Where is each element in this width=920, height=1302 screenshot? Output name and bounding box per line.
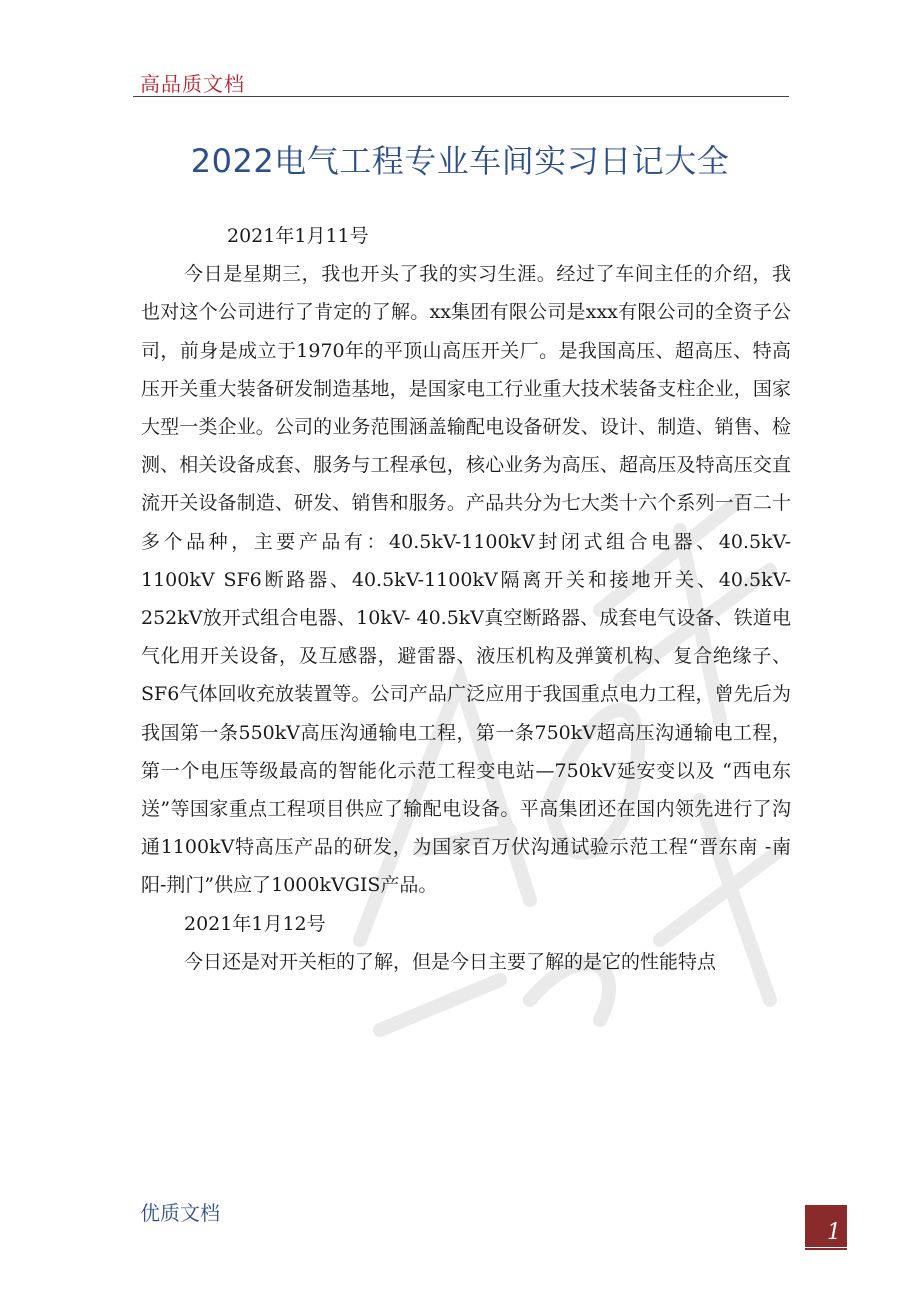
page-number: 1: [827, 1220, 841, 1245]
header-label: 高品质文档: [140, 72, 245, 96]
page-badge-underline: [805, 1248, 847, 1250]
entry-date: 2021年1月11号: [227, 225, 369, 247]
header-divider: [133, 96, 789, 97]
document-body: [141, 217, 791, 981]
entry-paragraph: 今日是星期三，我也开头了我的实习生涯。经过了车间主任的介绍，我也对这个公司进行了肯定的了解。xx集团有限公司是xxx有限公司的全资子公司，前身是成立于1970年的平顶山高压开关厂。是我国高压、超高压、特高压开关重大装备研发制造基地，是国家电工行业重大技术装备支柱企业，国家大型一类企业。公司的业务范围涵盖输配电设备研发、设计、制造、销售、检测、相关设备成套、服务与工程承包，核心业务为高压、超高压及特高压交直流开关设备制造、研发、销售和服务。产品共分为七大类十六个系列一百二十多个品种，主要产品有：40.5kV-1100kV封闭式组合电器、40.5kV- 1100kV SF6断路器、40.5kV-1100kV隔离开关和接地开关、40.5kV-252kV放开式组合电器、10kV- 40.5kV真空断路器、成套电气设备、铁道电气化用开关设备，及互感器，避雷器、液压机构及弹簧机构、复合绝缘子、SF6气体回收充放装置等。公司产品广泛应用于我国重点电力工程，曾先后为我国第一条550kV高压沟通输电工程，第一条750kV超高压沟通输电工程，第一个电压等级最高的智能化示范工程变电站—750kV延安变以及 “西电东送”等国家重点工程项目供应了输配电设备。平高集团还在国内领先进行了沟通1100kV特高压产品的研发，为国家百万伏沟通试验示范工程“晋东南 -南阳-荆门”供应了1000kVGIS产品。: [141, 263, 791, 897]
page-number-badge: [805, 1205, 847, 1247]
document-title: 2022电气工程专业车间实习日记大全: [190, 142, 730, 180]
entry-paragraph: 今日还是对开关柜的了解，但是今日主要了解的是它的性能特点: [184, 950, 717, 973]
footer-label: 优质文档: [140, 1201, 220, 1225]
entry-date: 2021年1月12号: [184, 912, 326, 935]
